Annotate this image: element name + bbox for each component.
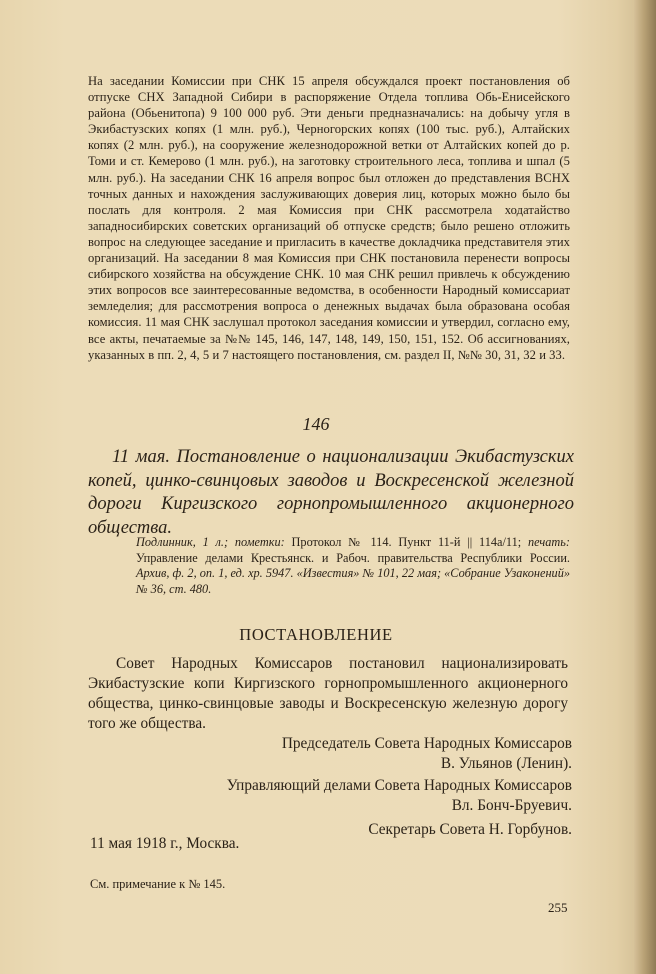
source-text-1: Протокол № 114. Пункт 11-й || 114а/11; bbox=[284, 535, 528, 549]
source-text-2: Управление делами Крестьянск. и Рабоч. правительства Республики России. bbox=[136, 550, 570, 565]
signature-manager bbox=[227, 776, 572, 816]
source-archive: Архив, ф. 2, оп. 1, ед. хр. 5947. «Известия» № 101, 22 мая; «Собрание Узаконений» № 36, ст. 480. bbox=[136, 566, 570, 596]
signature-chairman bbox=[282, 734, 572, 774]
resolution-body-text: Совет Народных Комиссаров постановил национализировать Экибастузские копи Киргизского горнопромышленного акционерного общества, цинко-свинцовые заводы и Воскресенскую железную дорогу того же общества. bbox=[88, 655, 568, 732]
date-place: 11 мая 1918 г., Москва. bbox=[90, 835, 240, 852]
source-reference bbox=[136, 535, 570, 597]
source-label-print: печать: bbox=[527, 535, 570, 549]
resolution-title: ПОСТАНОВЛЕНИЕ bbox=[239, 625, 393, 644]
signature-position: Секретарь Совета Н. Горбунов. bbox=[368, 821, 572, 838]
footnote-text: На заседании Комиссии при СНК 15 апреля обсуждался проект постановления об отпуске СНХ Западной Сибири в распоряжение Отдела топлива Обь-Енисейского района (Обьенитопа) 9 100 000 руб. Эти деньги предназначались: на добычу угля в Экибастузских копях (1 млн. руб.), Черногорских копях (100 тыс. руб.), Алтайских копях (2 млн. руб.), на сооружение железнодорожной ветки от Алтайских копей до р. Томи и ст. Кемерово (1 млн. руб.), на заготовку строительного леса, топлива и шпал (5 млн. руб.). На заседании СНК 16 апреля вопрос был отложен до представления ВСНХ точных данных и нахождения заслуживающих доверия лиц, которых можно было бы послать для контроля. 2 мая Комиссия при СНК рассмотрела ходатайство западносибирских советских организаций об отпуске средств; было решено отложить вопрос на следующее заседание и пригласить в качестве докладчика представителя этих организаций. На заседании 8 мая Комиссия при СНК постановила перенести вопросы сибирского хозяйства на обсуждение СНК. 10 мая СНК решил привлечь к обсуждению этих вопросов все заинтересованные ведомства, в особенности Народный комиссариат земледелия; для рассмотрения вопроса о денежных выдачах была образована особая комиссия. 11 мая СНК заслушал протокол заседания комиссии и утвердил, согласно ему, все акты, печатаемые за №№ 145, 146, 147, 148, 149, 150, 151, 152. Об ассигнованиях, указанных в пп. 2, 4, 5 и 7 настоящего постановления, см. раздел II, №№ 30, 31, 32 и 33. bbox=[88, 74, 570, 362]
see-note: См. примечание к № 145. bbox=[90, 877, 226, 891]
document-number: 146 bbox=[302, 414, 330, 434]
document-heading bbox=[88, 446, 574, 540]
page-number: 255 bbox=[548, 900, 568, 915]
footnote-block bbox=[88, 73, 570, 363]
signature-position: Председатель Совета Народных Комиссаров bbox=[281, 735, 572, 752]
document-heading-text: 11 мая. Постановление о национализации Экибастузских копей, цинко-свинцовых заводов и Воскресенской железной дороги Киргизского горнопромышленного акционерного общества. bbox=[88, 447, 574, 538]
resolution-body bbox=[88, 654, 568, 734]
source-label-original: Подлинник, 1 л.; пометки: bbox=[136, 535, 285, 549]
signature-secretary bbox=[368, 820, 572, 840]
signature-name: В. Ульянов (Ленин). bbox=[440, 755, 572, 772]
signature-position: Управляющий делами Совета Народных Комиссаров bbox=[226, 777, 572, 794]
book-gutter bbox=[634, 0, 656, 974]
signature-name: Вл. Бонч-Бруевич. bbox=[451, 797, 572, 814]
